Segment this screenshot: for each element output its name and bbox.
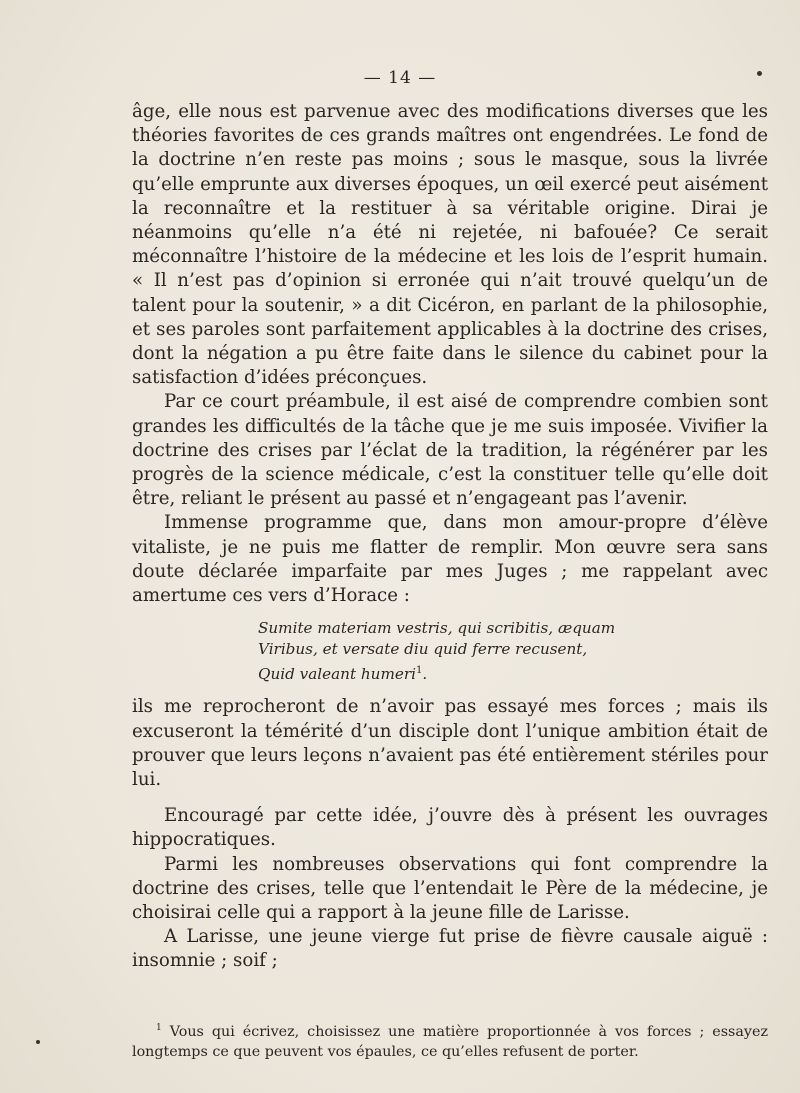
footnote xyxy=(132,1018,768,1062)
paragraph: A Larisse, une jeune vierge fut prise de fièvre causale aiguë : insomnie ; soif ; xyxy=(132,926,768,972)
ink-speck xyxy=(36,1040,40,1044)
footnote-reference: 1 xyxy=(415,665,423,677)
latin-verse xyxy=(258,618,768,685)
body-text xyxy=(132,100,768,974)
paragraph: ils me reprocheront de n’avoir pas essayé mes forces ; mais ils excuseront la témérité d’un disciple dont l’unique ambition était de prouver que leurs leçons n’avaient pas été entièrement stériles pour lui. xyxy=(132,696,768,790)
footnote-text: Vous qui écrivez, choisissez une matière proportionnée à vos forces ; essayez longtemps ce que peuvent vos épaules, ce qu’elles refusent de porter. xyxy=(132,1023,768,1060)
verse-line-text: Quid valeant humeri xyxy=(258,665,416,684)
verse-line: Sumite materiam vestris, qui scribitis, æquam xyxy=(258,619,616,638)
paragraph: âge, elle nous est parvenue avec des modifications diverses que les théories favorites de ces grands maîtres ont engendrées. Le fond de la doctrine n’en reste pas moins ; sous le masque, sous la livrée qu’elle emprunte aux diverses époques, un œil exercé peut aisément la reconnaître et la restituer à sa véritable origine. Dirai je néanmoins qu’elle n’a été ni rejetée, ni bafouée? Ce serait méconnaître l’histoire de la médecine et les lois de l’esprit humain. « Il n’est pas d’opinion si erronée qui n’ait trouvé quelqu’un de talent pour la soutenir, » a dit Cicéron, en parlant de la philosophie, et ses paroles sont parfaitement applicables à la doctrine des crises, dont la négation a pu être faite dans le silence du cabinet pour la satisfaction d’idées préconçues. xyxy=(132,101,768,389)
paragraph: Encouragé par cette idée, j’ouvre dès à présent les ouvrages hippocratiques. xyxy=(132,805,768,851)
verse-line: Viribus, et versate diu quid ferre recusent, xyxy=(258,640,588,659)
paragraph: Immense programme que, dans mon amour-propre d’élève vitaliste, je ne puis me flatter de remplir. Mon œuvre sera sans doute déclarée imparfaite par mes Juges ; me rappelant avec amertume ces vers d’Horace : xyxy=(132,512,768,607)
paragraph: Parmi les nombreuses observations qui font comprendre la doctrine des crises, telle que l’entendait le Père de la médecine, je choisirai celle qui a rapport à la jeune fille de Larisse. xyxy=(132,853,768,923)
verse-line: Quid valeant humeri$^1$. xyxy=(258,665,428,684)
footnote-mark: 1 xyxy=(156,1023,162,1033)
paragraph: Par ce court préambule, il est aisé de comprendre combien sont grandes les difficultés de la tâche que je me suis imposée. Vivifier la doctrine des crises par l’éclat de la tradition, la régénérer par les progrès de la science médicale, c’est la constituer telle qu’elle doit être, reliant le présent au passé et n’engageant pas l’avenir. xyxy=(132,391,768,510)
page-number: — 14 — xyxy=(363,68,437,88)
